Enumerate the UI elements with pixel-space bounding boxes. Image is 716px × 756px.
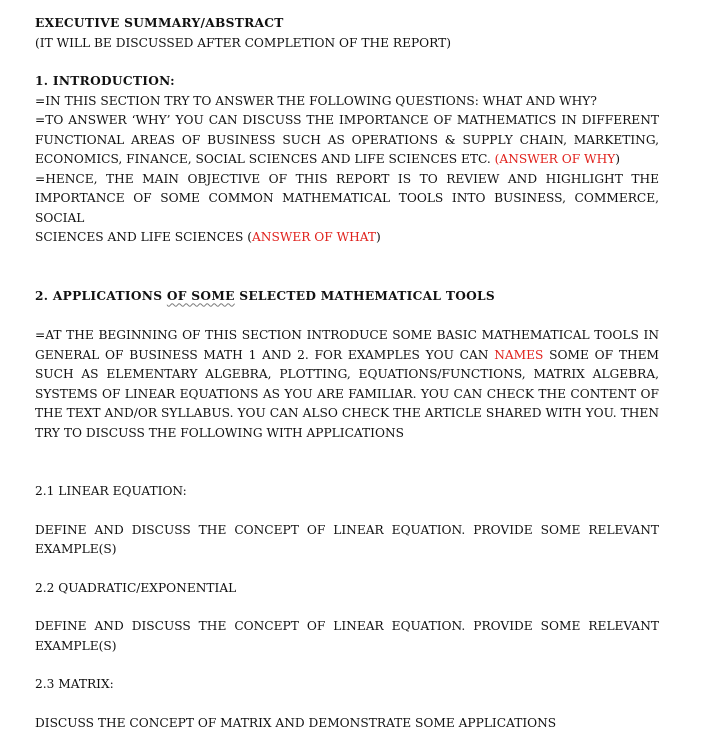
applications-text-end: SOME OF THEM: [543, 347, 660, 362]
applications-line-6: TRY TO DISCUSS THE FOLLOWING WITH APPLICATIONS: [35, 425, 404, 440]
applications-line-5: THE TEXT AND/OR SYLLABUS. YOU CAN ALSO CHECK THE ARTICLE SHARED WITH YOU. THEN: [35, 406, 659, 420]
document-page: [35, 14, 659, 733]
applications-line-2: [35, 346, 659, 366]
linear-line-2: EXAMPLE(S): [35, 542, 117, 556]
intro-paragraph-3-line-2: IMPORTANCE OF SOME COMMON MATHEMATICAL TOOLS INTO BUSINESS, COMMERCE, SOCIAL: [35, 191, 659, 225]
answer-of-what: ANSWER OF WHAT: [252, 230, 377, 244]
applications-line-3: SUCH AS ELEMENTARY ALGEBRA, PLOTTING, EQUATIONS/FUNCTIONS, MATRIX ALGEBRA,: [35, 367, 659, 381]
applications-heading-flagged: OF SOME: [166, 288, 235, 303]
intro-text: ECONOMICS, FINANCE, SOCIAL SCIENCES AND LIFE SCIENCES ETC.: [35, 152, 495, 166]
quadratic-line-2: EXAMPLE(S): [35, 638, 117, 653]
intro-text: SCIENCES AND LIFE SCIENCES (: [35, 230, 252, 244]
applications-heading-end: SELECTED MATHEMATICAL TOOLS: [234, 288, 496, 303]
intro-paragraph-3-line-1: =HENCE, THE MAIN OBJECTIVE OF THIS REPORT IS TO REVIEW AND HIGHLIGHT THE: [35, 171, 659, 186]
matrix-heading: 2.3 MATRIX:: [35, 677, 114, 691]
applications-heading: [35, 287, 659, 307]
intro-paragraph-1: =IN THIS SECTION TRY TO ANSWER THE FOLLOWING QUESTIONS: WHAT AND WHY?: [35, 93, 597, 108]
linear-line-1: DEFINE AND DISCUSS THE CONCEPT OF LINEAR EQUATION. PROVIDE SOME RELEVANT: [35, 522, 659, 537]
intro-paragraph-2-line-2: FUNCTIONAL AREAS OF BUSINESS SUCH AS OPERATIONS & SUPPLY CHAIN, MARKETING,: [35, 132, 659, 147]
answer-of-why: (ANSWER OF WHY: [494, 152, 616, 166]
intro-paragraph-3-line-3: [35, 228, 659, 248]
applications-text: GENERAL OF BUSINESS MATH 1 AND 2. FOR EXAMPLES YOU CAN: [35, 347, 495, 362]
intro-paragraph-2-line-1: =TO ANSWER ‘WHY’ YOU CAN DISCUSS THE IMPORTANCE OF MATHEMATICS IN DIFFERENT: [35, 113, 659, 127]
summary-note: (IT WILL BE DISCUSSED AFTER COMPLETION OF THE REPORT): [35, 35, 452, 50]
linear-heading: 2.1 LINEAR EQUATION:: [35, 484, 187, 498]
intro-text-end: ): [615, 152, 621, 166]
matrix-line-1: DISCUSS THE CONCEPT OF MATRIX AND DEMONSTRATE SOME APPLICATIONS: [35, 715, 557, 730]
applications-line-1: =AT THE BEGINNING OF THIS SECTION INTRODUCE SOME BASIC MATHEMATICAL TOOLS IN: [35, 328, 659, 342]
applications-heading-start: 2. APPLICATIONS: [35, 288, 167, 303]
quadratic-heading: 2.2 QUADRATIC/EXPONENTIAL: [35, 580, 237, 595]
applications-line-4: SYSTEMS OF LINEAR EQUATIONS AS YOU ARE FAMILIAR. YOU CAN CHECK THE CONTENT OF: [35, 386, 659, 401]
quadratic-line-1: DEFINE AND DISCUSS THE CONCEPT OF LINEAR EQUATION. PROVIDE SOME RELEVANT: [35, 619, 659, 633]
intro-paragraph-2-line-3: [35, 150, 659, 170]
intro-heading: 1. INTRODUCTION:: [35, 74, 175, 88]
summary-heading: EXECUTIVE SUMMARY/ABSTRACT: [35, 16, 284, 30]
intro-text-end: ): [376, 230, 381, 244]
names-highlight: NAMES: [494, 347, 544, 362]
